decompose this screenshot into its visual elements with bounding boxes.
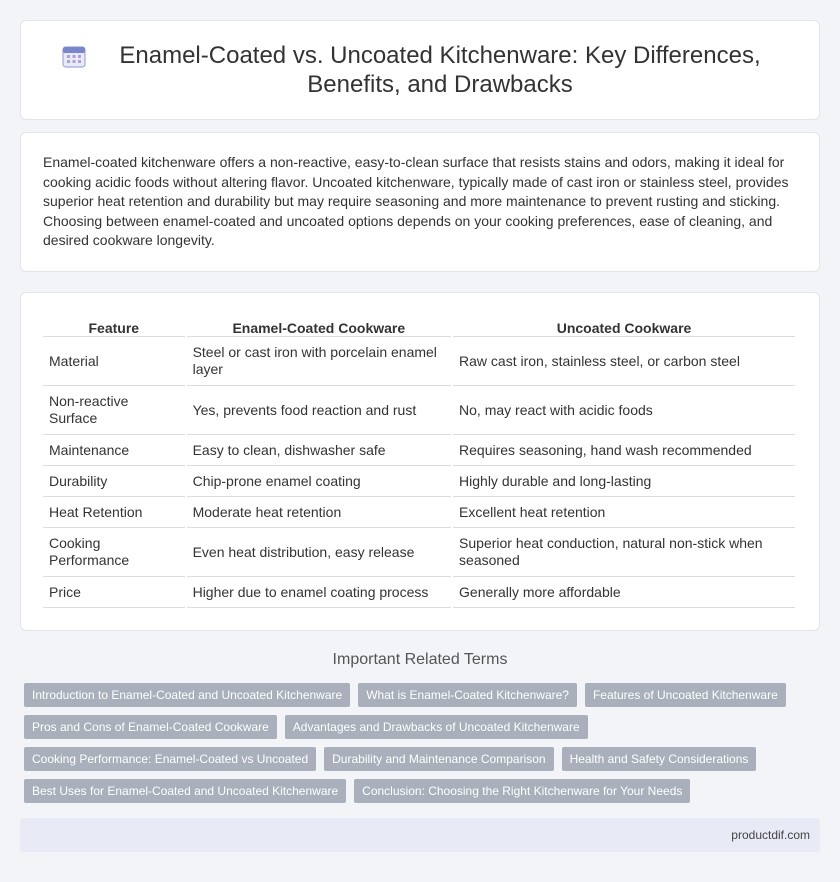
intro-paragraph: Enamel-coated kitchenware offers a non-reactive, easy-to-clean surface that resists stains and odors, making it ideal for cooking acidic foods without altering flavor. Uncoated kitchenware, typically made of cast iron or stainless steel, provides superior heat retention and durability but may require seasoning and more maintenance to prevent rusting and sticking. Choosing between enamel-coated and uncoated options depends on your cooking preferences, ease of cleaning, and desired cookware longevity. <box>43 154 789 248</box>
related-term-tag[interactable]: Cooking Performance: Enamel-Coated vs Uncoated <box>24 747 316 771</box>
table-row <box>43 528 795 577</box>
related-term-tag[interactable]: What is Enamel-Coated Kitchenware? <box>358 683 577 707</box>
related-term-tag[interactable]: Advantages and Drawbacks of Uncoated Kitchenware <box>285 715 588 739</box>
cell-feature: Cooking Performance <box>43 528 185 577</box>
table-row <box>43 435 795 466</box>
related-term-tag[interactable]: Pros and Cons of Enamel-Coated Cookware <box>24 715 277 739</box>
page-title: Enamel-Coated vs. Uncoated Kitchenware: Key Differences, Benefits, and Drawbacks <box>119 42 761 98</box>
cell-enamel: Chip-prone enamel coating <box>187 466 451 497</box>
cell-enamel: Moderate heat retention <box>187 497 451 528</box>
intro-card <box>20 132 820 272</box>
related-term-tag[interactable]: Features of Uncoated Kitchenware <box>585 683 786 707</box>
cell-feature: Non-reactive Surface <box>43 386 185 435</box>
header-card <box>20 20 820 120</box>
cell-uncoated: Requires seasoning, hand wash recommended <box>453 435 795 466</box>
calendar-icon <box>61 43 87 69</box>
related-term-tag[interactable]: Conclusion: Choosing the Right Kitchenware for Your Needs <box>354 779 690 803</box>
table-header-row <box>43 313 795 337</box>
related-terms-list <box>20 683 820 811</box>
header-uncoated: Uncoated Cookware <box>453 313 795 337</box>
related-term-tag[interactable]: Durability and Maintenance Comparison <box>324 747 553 771</box>
table-row <box>43 466 795 497</box>
cell-uncoated: Excellent heat retention <box>453 497 795 528</box>
header-enamel: Enamel-Coated Cookware <box>187 313 451 337</box>
table-row <box>43 497 795 528</box>
related-term-tag[interactable]: Health and Safety Considerations <box>562 747 757 771</box>
cell-enamel: Steel or cast iron with porcelain enamel layer <box>187 337 451 386</box>
cell-uncoated: Superior heat conduction, natural non-stick when seasoned <box>453 528 795 577</box>
cell-uncoated: No, may react with acidic foods <box>453 386 795 435</box>
table-row <box>43 577 795 608</box>
related-term-tag[interactable]: Best Uses for Enamel-Coated and Uncoated Kitchenware <box>24 779 346 803</box>
comparison-table-card <box>20 292 820 631</box>
footer <box>20 818 820 852</box>
cell-enamel: Yes, prevents food reaction and rust <box>187 386 451 435</box>
cell-uncoated: Generally more affordable <box>453 577 795 608</box>
table-row <box>43 337 795 386</box>
comparison-table <box>41 313 797 608</box>
cell-feature: Price <box>43 577 185 608</box>
cell-feature: Durability <box>43 466 185 497</box>
cell-feature: Heat Retention <box>43 497 185 528</box>
cell-feature: Maintenance <box>43 435 185 466</box>
cell-feature: Material <box>43 337 185 386</box>
cell-enamel: Even heat distribution, easy release <box>187 528 451 577</box>
table-row <box>43 386 795 435</box>
footer-site-name[interactable]: productdif.com <box>731 828 810 842</box>
cell-enamel: Easy to clean, dishwasher safe <box>187 435 451 466</box>
related-terms-title: Important Related Terms <box>332 651 508 668</box>
header-feature: Feature <box>43 313 185 337</box>
related-term-tag[interactable]: Introduction to Enamel-Coated and Uncoated Kitchenware <box>24 683 350 707</box>
cell-uncoated: Highly durable and long-lasting <box>453 466 795 497</box>
cell-uncoated: Raw cast iron, stainless steel, or carbon steel <box>453 337 795 386</box>
cell-enamel: Higher due to enamel coating process <box>187 577 451 608</box>
